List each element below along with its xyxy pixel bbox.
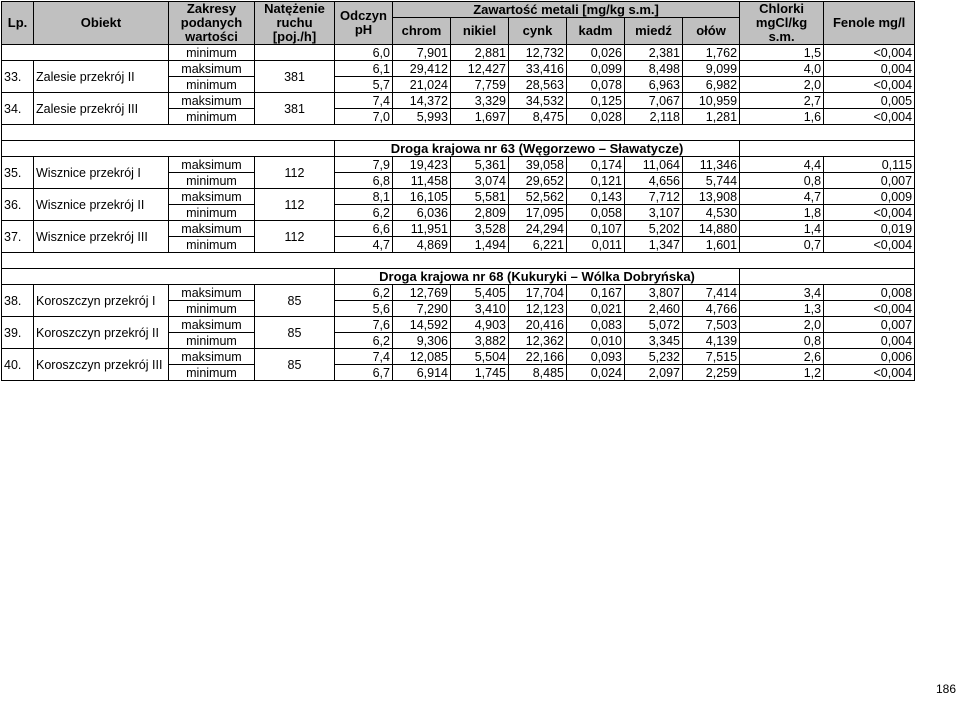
section-row: [2, 269, 915, 285]
value-cell: 0,7: [740, 237, 824, 253]
value-cell: 1,4: [740, 221, 824, 237]
value-cell: 3,4: [740, 285, 824, 301]
header-metal-cynk: cynk: [509, 18, 567, 45]
value-cell: 14,592: [393, 317, 451, 333]
value-cell: 33,416: [509, 61, 567, 77]
value-cell: 16,105: [393, 189, 451, 205]
value-cell: 17,095: [509, 205, 567, 221]
range-cell: minimum: [169, 333, 255, 349]
value-cell: 0,058: [567, 205, 625, 221]
header-metal-nikiel: nikiel: [451, 18, 509, 45]
value-cell: 0,107: [567, 221, 625, 237]
object-lp: 34.: [2, 93, 34, 125]
value-cell: 4,869: [393, 237, 451, 253]
value-cell: 12,427: [451, 61, 509, 77]
table-body: [2, 45, 915, 381]
value-cell: 14,372: [393, 93, 451, 109]
value-cell: 4,4: [740, 157, 824, 173]
value-cell: 19,423: [393, 157, 451, 173]
value-cell: 1,2: [740, 365, 824, 381]
value-cell: 6,2: [335, 333, 393, 349]
value-cell: 11,951: [393, 221, 451, 237]
section-row: [2, 141, 915, 157]
value-cell: 22,166: [509, 349, 567, 365]
header-metal-olow: ołów: [683, 18, 740, 45]
value-cell: <0,004: [824, 77, 915, 93]
value-cell: 28,563: [509, 77, 567, 93]
value-cell: 6,982: [683, 77, 740, 93]
table-row: [2, 61, 915, 77]
value-cell: 0,005: [824, 93, 915, 109]
value-cell: 6,6: [335, 221, 393, 237]
value-cell: 0,008: [824, 285, 915, 301]
value-cell: 2,7: [740, 93, 824, 109]
value-cell: <0,004: [824, 205, 915, 221]
value-cell: 4,656: [625, 173, 683, 189]
range-cell: minimum: [169, 45, 255, 61]
value-cell: 24,294: [509, 221, 567, 237]
range-cell: maksimum: [169, 189, 255, 205]
value-cell: 0,167: [567, 285, 625, 301]
object-lp: 35.: [2, 157, 34, 189]
empty-cell: [2, 45, 169, 61]
value-cell: 2,259: [683, 365, 740, 381]
value-cell: 12,769: [393, 285, 451, 301]
object-name: Wisznice przekrój III: [34, 221, 169, 253]
value-cell: <0,004: [824, 45, 915, 61]
gap-cell: [2, 125, 915, 141]
value-cell: 0,093: [567, 349, 625, 365]
value-cell: 1,697: [451, 109, 509, 125]
value-cell: 3,882: [451, 333, 509, 349]
value-cell: 12,732: [509, 45, 567, 61]
value-cell: 0,004: [824, 333, 915, 349]
traffic-cell: 85: [255, 285, 335, 317]
value-cell: 5,744: [683, 173, 740, 189]
value-cell: 0,078: [567, 77, 625, 93]
value-cell: 0,125: [567, 93, 625, 109]
object-lp: 33.: [2, 61, 34, 93]
header-metal-miedz: miedź: [625, 18, 683, 45]
value-cell: 5,504: [451, 349, 509, 365]
metals-content-table: [1, 1, 915, 381]
value-cell: 0,009: [824, 189, 915, 205]
value-cell: 0,007: [824, 173, 915, 189]
traffic-cell: 381: [255, 93, 335, 125]
gap-row: [2, 253, 915, 269]
value-cell: 4,766: [683, 301, 740, 317]
range-cell: minimum: [169, 77, 255, 93]
value-cell: 13,908: [683, 189, 740, 205]
value-cell: 12,362: [509, 333, 567, 349]
header-obiekt: Obiekt: [34, 2, 169, 45]
range-cell: maksimum: [169, 61, 255, 77]
value-cell: 8,498: [625, 61, 683, 77]
value-cell: 7,0: [335, 109, 393, 125]
value-cell: 5,361: [451, 157, 509, 173]
section-title: Droga krajowa nr 68 (Kukuryki – Wólka Dobryńska): [335, 269, 740, 285]
value-cell: 21,024: [393, 77, 451, 93]
header-lp: Lp.: [2, 2, 34, 45]
table-row: [2, 349, 915, 365]
header-fenole: Fenole mg/l: [824, 2, 915, 45]
traffic-cell: [255, 45, 335, 61]
value-cell: 6,2: [335, 205, 393, 221]
value-cell: 29,652: [509, 173, 567, 189]
value-cell: 34,532: [509, 93, 567, 109]
value-cell: 6,914: [393, 365, 451, 381]
header-metal-chrom: chrom: [393, 18, 451, 45]
range-cell: minimum: [169, 301, 255, 317]
traffic-cell: 85: [255, 317, 335, 349]
value-cell: 7,9: [335, 157, 393, 173]
object-name: Koroszczyn przekrój I: [34, 285, 169, 317]
table-row: [2, 93, 915, 109]
value-cell: 0,8: [740, 173, 824, 189]
value-cell: 9,306: [393, 333, 451, 349]
value-cell: 11,064: [625, 157, 683, 173]
value-cell: 4,7: [740, 189, 824, 205]
value-cell: 0,007: [824, 317, 915, 333]
traffic-cell: 112: [255, 221, 335, 253]
table-row: [2, 189, 915, 205]
object-lp: 36.: [2, 189, 34, 221]
value-cell: 6,036: [393, 205, 451, 221]
value-cell: 5,405: [451, 285, 509, 301]
value-cell: 7,414: [683, 285, 740, 301]
value-cell: 1,5: [740, 45, 824, 61]
value-cell: 7,4: [335, 93, 393, 109]
value-cell: 7,067: [625, 93, 683, 109]
object-name: Zalesie przekrój III: [34, 93, 169, 125]
range-cell: minimum: [169, 109, 255, 125]
range-cell: minimum: [169, 237, 255, 253]
value-cell: 6,7: [335, 365, 393, 381]
value-cell: 7,515: [683, 349, 740, 365]
object-lp: 39.: [2, 317, 34, 349]
range-cell: maksimum: [169, 221, 255, 237]
section-spacer: [2, 141, 335, 157]
range-cell: maksimum: [169, 317, 255, 333]
value-cell: 1,601: [683, 237, 740, 253]
header-chlorki: Chlorki mgCl/kg s.m.: [740, 2, 824, 45]
value-cell: 2,381: [625, 45, 683, 61]
range-cell: maksimum: [169, 285, 255, 301]
value-cell: 5,6: [335, 301, 393, 317]
value-cell: 0,019: [824, 221, 915, 237]
value-cell: 2,809: [451, 205, 509, 221]
value-cell: 2,097: [625, 365, 683, 381]
value-cell: 7,6: [335, 317, 393, 333]
value-cell: 8,475: [509, 109, 567, 125]
value-cell: 6,221: [509, 237, 567, 253]
value-cell: <0,004: [824, 237, 915, 253]
value-cell: 1,6: [740, 109, 824, 125]
table-row: [2, 45, 915, 61]
value-cell: <0,004: [824, 365, 915, 381]
value-cell: 3,107: [625, 205, 683, 221]
object-name: Wisznice przekrój I: [34, 157, 169, 189]
value-cell: <0,004: [824, 301, 915, 317]
value-cell: 0,011: [567, 237, 625, 253]
value-cell: 6,2: [335, 285, 393, 301]
object-lp: 38.: [2, 285, 34, 317]
value-cell: 7,290: [393, 301, 451, 317]
section-spacer: [740, 141, 915, 157]
value-cell: 7,712: [625, 189, 683, 205]
value-cell: 7,4: [335, 349, 393, 365]
value-cell: 0,099: [567, 61, 625, 77]
value-cell: 5,072: [625, 317, 683, 333]
table-row: [2, 221, 915, 237]
value-cell: 6,8: [335, 173, 393, 189]
value-cell: 2,6: [740, 349, 824, 365]
traffic-cell: 112: [255, 189, 335, 221]
table-row: [2, 157, 915, 173]
object-lp: 40.: [2, 349, 34, 381]
value-cell: 20,416: [509, 317, 567, 333]
value-cell: 1,281: [683, 109, 740, 125]
value-cell: 3,410: [451, 301, 509, 317]
value-cell: 29,412: [393, 61, 451, 77]
header-zakresy: Zakresy podanych wartości: [169, 2, 255, 45]
value-cell: 3,074: [451, 173, 509, 189]
value-cell: 0,006: [824, 349, 915, 365]
value-cell: 1,347: [625, 237, 683, 253]
value-cell: 8,1: [335, 189, 393, 205]
gap-row: [2, 125, 915, 141]
value-cell: 0,024: [567, 365, 625, 381]
value-cell: 0,021: [567, 301, 625, 317]
object-lp: 37.: [2, 221, 34, 253]
header-metals-group: Zawartość metali [mg/kg s.m.]: [393, 2, 740, 18]
value-cell: 5,202: [625, 221, 683, 237]
value-cell: 0,174: [567, 157, 625, 173]
value-cell: 1,745: [451, 365, 509, 381]
value-cell: 8,485: [509, 365, 567, 381]
range-cell: minimum: [169, 173, 255, 189]
header-natezenie: Natężenie ruchu [poj./h]: [255, 2, 335, 45]
value-cell: 0,121: [567, 173, 625, 189]
value-cell: 3,345: [625, 333, 683, 349]
value-cell: 4,903: [451, 317, 509, 333]
value-cell: 6,963: [625, 77, 683, 93]
value-cell: 12,085: [393, 349, 451, 365]
value-cell: 2,0: [740, 77, 824, 93]
header-odczyn: Odczyn pH: [335, 2, 393, 45]
value-cell: 3,329: [451, 93, 509, 109]
value-cell: 1,494: [451, 237, 509, 253]
header-metal-kadm: kadm: [567, 18, 625, 45]
value-cell: 6,1: [335, 61, 393, 77]
range-cell: maksimum: [169, 157, 255, 173]
value-cell: 4,139: [683, 333, 740, 349]
value-cell: 0,8: [740, 333, 824, 349]
value-cell: 2,881: [451, 45, 509, 61]
table-header: [2, 2, 915, 45]
traffic-cell: 85: [255, 349, 335, 381]
table-row: [2, 285, 915, 301]
value-cell: 3,807: [625, 285, 683, 301]
value-cell: 4,0: [740, 61, 824, 77]
value-cell: 11,346: [683, 157, 740, 173]
object-name: Koroszczyn przekrój II: [34, 317, 169, 349]
table-row: [2, 317, 915, 333]
value-cell: 2,118: [625, 109, 683, 125]
value-cell: 0,083: [567, 317, 625, 333]
value-cell: 10,959: [683, 93, 740, 109]
range-cell: minimum: [169, 365, 255, 381]
value-cell: 14,880: [683, 221, 740, 237]
value-cell: 4,530: [683, 205, 740, 221]
value-cell: 0,026: [567, 45, 625, 61]
value-cell: 4,7: [335, 237, 393, 253]
value-cell: 7,901: [393, 45, 451, 61]
section-spacer: [740, 269, 915, 285]
value-cell: 0,115: [824, 157, 915, 173]
value-cell: 0,143: [567, 189, 625, 205]
range-cell: maksimum: [169, 349, 255, 365]
range-cell: maksimum: [169, 93, 255, 109]
value-cell: 11,458: [393, 173, 451, 189]
value-cell: 7,759: [451, 77, 509, 93]
value-cell: 52,562: [509, 189, 567, 205]
traffic-cell: 112: [255, 157, 335, 189]
value-cell: 5,232: [625, 349, 683, 365]
value-cell: 5,7: [335, 77, 393, 93]
object-name: Zalesie przekrój II: [34, 61, 169, 93]
section-spacer: [2, 269, 335, 285]
page-number: 186: [935, 682, 956, 696]
object-name: Koroszczyn przekrój III: [34, 349, 169, 381]
section-title: Droga krajowa nr 63 (Węgorzewo – Sławatycze): [335, 141, 740, 157]
value-cell: 2,0: [740, 317, 824, 333]
value-cell: 0,028: [567, 109, 625, 125]
range-cell: minimum: [169, 205, 255, 221]
value-cell: 1,762: [683, 45, 740, 61]
value-cell: 2,460: [625, 301, 683, 317]
traffic-cell: 381: [255, 61, 335, 93]
value-cell: 17,704: [509, 285, 567, 301]
value-cell: 3,528: [451, 221, 509, 237]
value-cell: 0,010: [567, 333, 625, 349]
value-cell: 5,581: [451, 189, 509, 205]
gap-cell: [2, 253, 915, 269]
value-cell: 39,058: [509, 157, 567, 173]
value-cell: 1,3: [740, 301, 824, 317]
value-cell: 12,123: [509, 301, 567, 317]
object-name: Wisznice przekrój II: [34, 189, 169, 221]
value-cell: <0,004: [824, 109, 915, 125]
value-cell: 9,099: [683, 61, 740, 77]
value-cell: 6,0: [335, 45, 393, 61]
value-cell: 5,993: [393, 109, 451, 125]
value-cell: 0,004: [824, 61, 915, 77]
value-cell: 7,503: [683, 317, 740, 333]
value-cell: 1,8: [740, 205, 824, 221]
